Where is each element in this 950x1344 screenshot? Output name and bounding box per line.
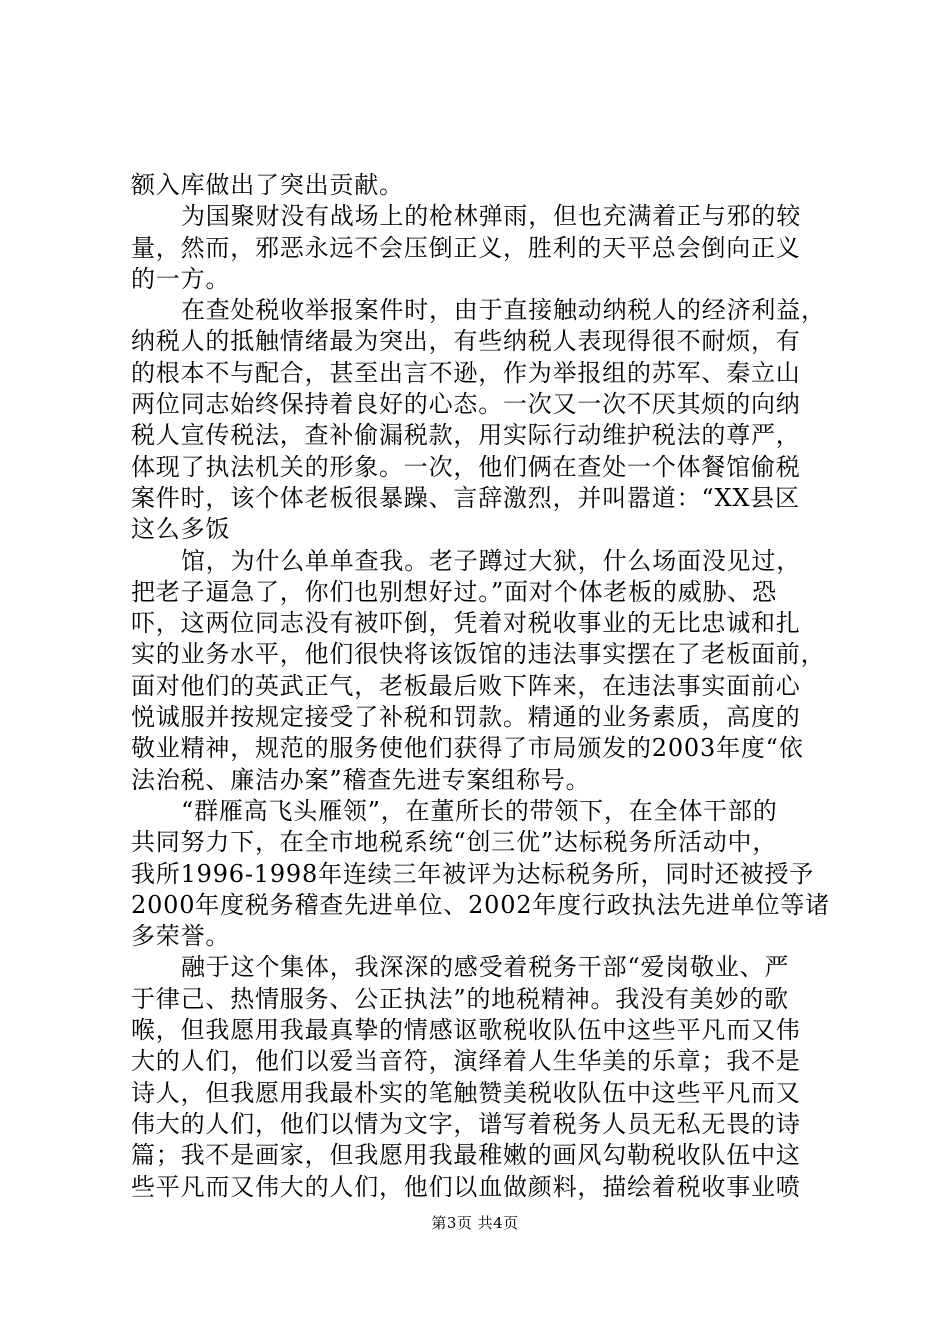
text-line: 吓，这两位同志没有被吓倒，凭着对税收事业的无比忠诚和扎	[131, 609, 801, 638]
text-line: 实的业务水平，他们很快将该饭馆的违法事实摆在了老板面前，	[131, 640, 826, 669]
text-line: 的一方。	[131, 264, 231, 293]
text-line: 馆，为什么单单查我。老子蹲过大狱，什么场面没见过，	[181, 546, 801, 575]
text-line: 共同努力下，在全市地税系统“创三优”达标税务所活动中，	[131, 828, 778, 857]
body-text	[131, 170, 836, 1203]
text-line: 伟大的人们，他们以情为文字，谱写着税务人员无私无畏的诗	[131, 1109, 801, 1138]
text-line: “群雁高飞头雁领”，在董所长的带领下，在全体干部的	[181, 796, 778, 825]
text-line: 体现了执法机关的形象。一次，他们俩在查处一个体餐馆偷税	[131, 452, 801, 481]
text-line: 两位同志始终保持着良好的心态。一次又一次不厌其烦的向纳	[131, 390, 801, 419]
page-footer: 第3页 共4页	[431, 1214, 519, 1232]
text-line: 多荣誉。	[131, 922, 231, 951]
text-line: 2000年度税务稽查先进单位、2002年度行政执法先进单位等诸	[131, 890, 830, 919]
text-line: 额入库做出了突出贡献。	[131, 171, 404, 199]
text-line: 悦诚服并按规定接受了补税和罚款。精通的业务素质，高度的	[131, 703, 801, 732]
text-line: 的根本不与配合，甚至出言不逊，作为举报组的苏军、秦立山	[131, 358, 801, 387]
text-line: 诗人，但我愿用我最朴实的笔触赞美税收队伍中这些平凡而又	[131, 1078, 801, 1107]
text-line: 把老子逼急了，你们也别想好过。”面对个体老板的威胁、恐	[131, 577, 777, 606]
text-line: 于律己、热情服务、公正执法”的地税精神。我没有美妙的歌	[131, 984, 789, 1013]
text-line: 在查处税收举报案件时，由于直接触动纳税人的经济利益，	[181, 296, 826, 325]
text-line: 篇；我不是画家，但我愿用我最稚嫩的画风勾勒税收队伍中这	[131, 1141, 801, 1170]
text-line: 案件时，该个体老板很暴躁、言辞激烈，并叫嚣道：“XX县区	[131, 483, 800, 512]
text-line: 敬业精神，规范的服务使他们获得了市局颁发的2003年度“依	[131, 734, 804, 763]
text-line: 融于这个集体，我深深的感受着税务干部“爱岗敬业、严	[181, 953, 790, 982]
text-line: 喉，但我愿用我最真挚的情感讴歌税收队伍中这些平凡而又伟	[131, 1016, 801, 1045]
text-line: 这么多饭	[131, 515, 231, 544]
text-line: 我所1996-1998年连续三年被评为达标税务所，同时还被授予	[131, 859, 815, 888]
text-line: 为国聚财没有战场上的枪林弹雨，但也充满着正与邪的较	[181, 202, 801, 231]
text-line: 法治税、廉洁办案”稽查先进专案组称号。	[131, 765, 591, 794]
text-line: 量，然而，邪恶永远不会压倒正义，胜利的天平总会倒向正义	[131, 233, 801, 262]
text-line: 税人宣传税法，查补偷漏税款，用实际行动维护税法的尊严，	[131, 421, 801, 450]
text-line: 些平凡而又伟大的人们，他们以血做颜料，描绘着税收事业喷	[131, 1172, 801, 1201]
text-line: 面对他们的英武正气，老板最后败下阵来，在违法事实面前心	[131, 671, 801, 700]
text-line: 大的人们，他们以爱当音符，演绎着人生华美的乐章；我不是	[131, 1047, 801, 1076]
text-line: 纳税人的抵触情绪最为突出，有些纳税人表现得很不耐烦，有	[131, 327, 801, 356]
